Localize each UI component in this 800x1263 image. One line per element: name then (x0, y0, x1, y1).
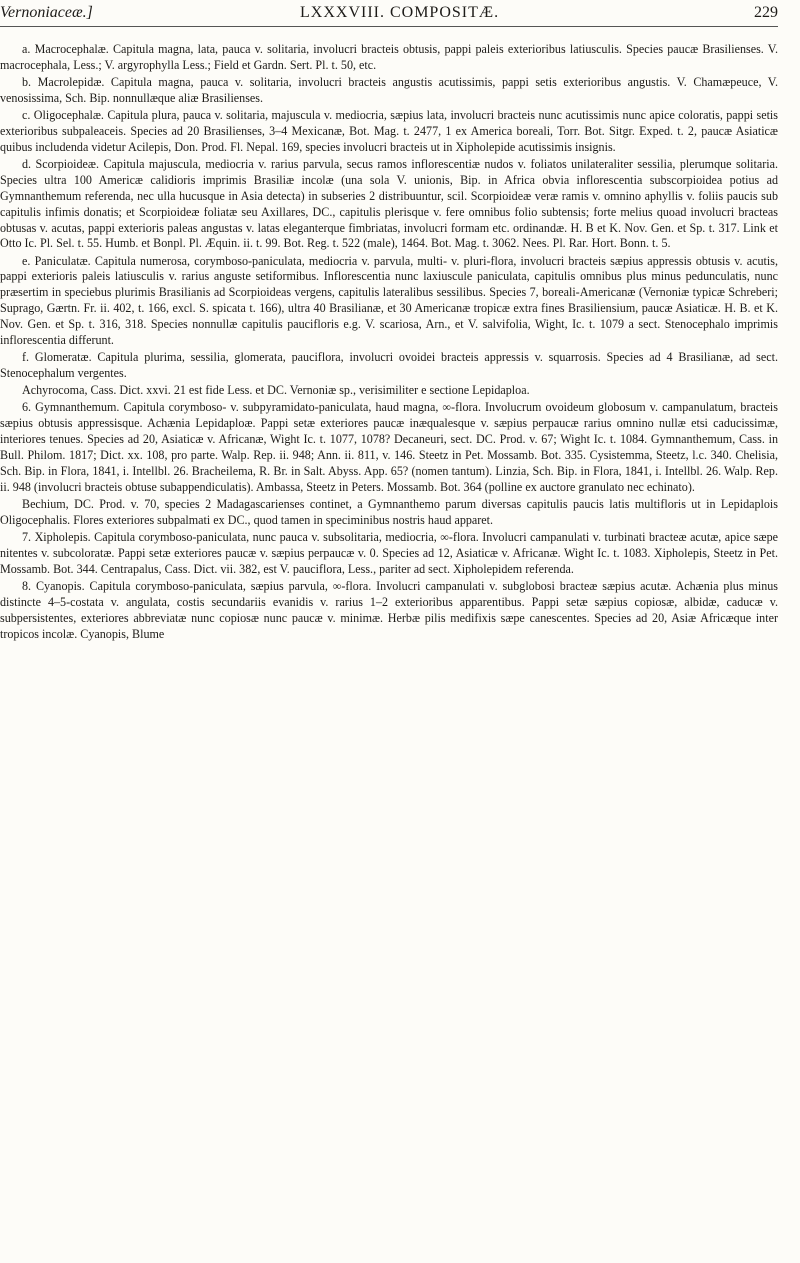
page-body (0, 42, 778, 644)
note-achyrocoma: Achyrocoma, Cass. Dict. xxvi. 21 est fide Less. et DC. Vernoniæ sp., verisimiliter e sectione Lepidaploa. (22, 383, 530, 398)
page-number: 229 (754, 4, 778, 21)
section-glomeratae: f. Glomeratæ. Capitula plurima, sessilia, glomerata, pauciflora, involucri ovoidei bracteis appressis v. squarrosis. Species ad 4 Brasilianæ, ad sect. Stenocephalum vergentes. (0, 350, 778, 381)
section-cyanopis: 8. Cyanopis. Capitula corymboso-paniculata, sæpius parvula, ∞-flora. Involucri campanulati v. subglobosi bracteæ sæpius acutæ. Achænia plus minus distincte 4–5-costata v. angulata, costis secundariis evanidis v. rarius 1–2 exterioribus apparentibus. Pappi setæ sæpius copiosæ, albidæ, caducæ v. subpersistentes, exteriores abbreviatæ nunc copiosæ nunc paucæ v. minimæ. Herbæ pilis medifixis sæpe canescentes. Species ad 20, Asiæ Africæque inter tropicos incolæ. Cyanopis, Blume (0, 578, 778, 641)
section-oligocephalae: c. Oligocephalæ. Capitula plura, pauca v. solitaria, majuscula v. mediocria, sæpius lata, involucri bracteis nunc acutissimis nunc apice coloratis, pappi setis exterioribus subpaleaceis. Species ad 20 Brasilienses, 3–4 Mexicanæ, Bot. Mag. t. 2477, 1 ex America boreali, Torr. Bot. Sitgr. Exped. t. 2, paucæ Asiaticæ quibus includenda videtur Acilepis, Don. Prod. Fl. Nepal. 169, species involucri bracteis ut in Xipholepide acutissimis insignis. (0, 108, 778, 154)
section-macrocephalae: a. Macrocephalæ. Capitula magna, lata, pauca v. solitaria, involucri bracteis obtusis, pappi paleis exterioribus latiusculis. Species paucæ Brasilienses. V. macrocephala, Less.; V. argyrophylla Less.; Field et Gardn. Sert. Pl. t. 50, etc. (0, 42, 778, 72)
section-gymnanthemum: 6. Gymnanthemum. Capitula corymboso- v. subpyramidato-paniculata, haud magna, ∞-flora. Involucrum ovoideum globosum v. campanulatum, bracteis sæpius obtusis appressisque. Achænia Lepidaploæ. Pappi setæ exteriores paucæ inæqualesque v. sæpius perpaucæ rarius omnino nullæ etsi caducissimæ, interiores tenues. Species ad 20, Asiaticæ v. Africanæ, Wight Ic. t. 1077, 1078? Decaneuri, sect. DC. Prod. v. 67; Wight Ic. t. 1084. Gymnanthemum, Cass. in Bull. Philom. 1817; Dict. xx. 108, pro parte. Walp. Rep. ii. 948; Ann. ii. 811, v. 146. Steetz in Pet. Mossamb. Bot. 335. Cysistemma, Steetz, l.c. 340. Chelisia, Sch. Bip. in Flora, 1841, i. Intellbl. 26. Bracheilema, R. Br. in Salt. Abyss. App. 65? (nomen tantum). Linzia, Sch. Bip. in Flora, 1841, i. Intellbl. 26. Walp. Rep. ii. 948 (involucri bracteis obtuse subappendiculatis). Ambassa, Steetz in Peters. Mossamb. Bot. 364 (polline ex auctore granulato nec echinato). (0, 400, 778, 494)
section-macrolepidae: b. Macrolepidæ. Capitula magna, pauca v. solitaria, involucri bracteis angustis acutissimis, pappi setis exterioribus angustis. V. Chamæpeuce, V. venosissima, Sch. Bip. nonnullæque aliæ Brasilienses. (0, 75, 778, 105)
section-paniculatae: e. Paniculatæ. Capitula numerosa, corymboso-paniculata, mediocria v. parvula, multi- v. pluri-flora, involucri bracteis sæpius appressis obtusis v. acutis, pappi exterioris paleis latiusculis v. rarius anguste setiformibus. Inflorescentia nunc laxiuscule paniculata, capitulis omnibus plus minus pedunculatis, nunc præsertim in speciebus plurimis Brasilianis ad Scorpioideas vergens, capitulis lateralibus sessilibus. Species 7, boreali-Americanæ (Vernoniæ typicæ Schreberi; Suprago, Gærtn. Fr. ii. 402, t. 166, excl. S. spicata t. 166), ultra 40 Brasilianæ, et 30 Americanæ tropicæ extra fines Brasiliensium, paucæ Asiaticæ. H. B. et K. Nov. Gen. et Sp. t. 316, 318. Species nonnullæ capitulis paucifloris e.g. V. scariosa, Arn., et V. salvifolia, Wight, Ic. t. 1079 a sect. Stenocephalo imprimis inflorescentia differunt. (0, 253, 778, 348)
section-xipholepis: 7. Xipholepis. Capitula corymboso-paniculata, nunc pauca v. subsolitaria, mediocria, ∞-flora. Involucri campanulati v. turbinati bracteæ acutæ, apice sæpe nitentes v. subcoloratæ. Pappi setæ exteriores paucæ v. sæpius perpaucæ v. 0. Species ad 12, Asiaticæ v. Africanæ. Wight Ic. t. 1083. Xipholepis, Steetz in Pet. Mossamb. Bot. 344. Centrapalus, Cass. Dict. vii. 382, est V. pauciflora, Less., pariter ad sect. Xipholepidem referenda. (0, 529, 778, 576)
header-family: Vernoniaceæ.] (0, 4, 93, 21)
running-header (0, 4, 778, 27)
section-scorpioideae: d. Scorpioideæ. Capitula majuscula, mediocria v. rarius parvula, secus ramos inflorescentiæ nudos v. foliatos unilateraliter sessilia, plerumque solitaria. Species ultra 100 Americæ calidioris imprimis Brasiliæ incolæ (una sola V. unionis, Bip. in Africa obvia inflorescentia subscorpioidea potius ad Gymnanthemum referenda, nec ulla hucusque in Asia detecta) in subseries 2 distribuuntur, scil. Scorpioideæ veræ ramis v. omnino aphyllis v. foliis paucis sub capitulis infimis donatis; et Scorpioideæ foliatæ seu Axillares, DC., capitulis plerisque v. fere omnibus folio subtensis; forte melius quoad involucri bracteas obtusas v. acutas, pappi exterioris paleas angustas v. latas eleganterque fimbriatas, involucri formam etc. ordinandæ. H. B et K. Nov. Gen. et Sp. t. 317. Link et Otto Ic. Pl. Sel. t. 55. Humb. et Bonpl. Pl. Æquin. ii. t. 99. Bot. Reg. t. 522 (male), 1464. Bot. Mag. t. 3062. Nees. Pl. Rar. Hort. Bonn. t. 5. (0, 156, 778, 251)
note-bechium: Bechium, DC. Prod. v. 70, species 2 Madagascarienses continet, a Gymnanthemo parum diversas capitulis paucis latis multifloris ut in Lepidaplois Oligocephalis. Flores exteriores subpalmati ex DC., quod tamen in speciminibus nostris haud apparet. (0, 496, 778, 527)
header-chapter: LXXXVIII. COMPOSITÆ. (300, 4, 500, 21)
